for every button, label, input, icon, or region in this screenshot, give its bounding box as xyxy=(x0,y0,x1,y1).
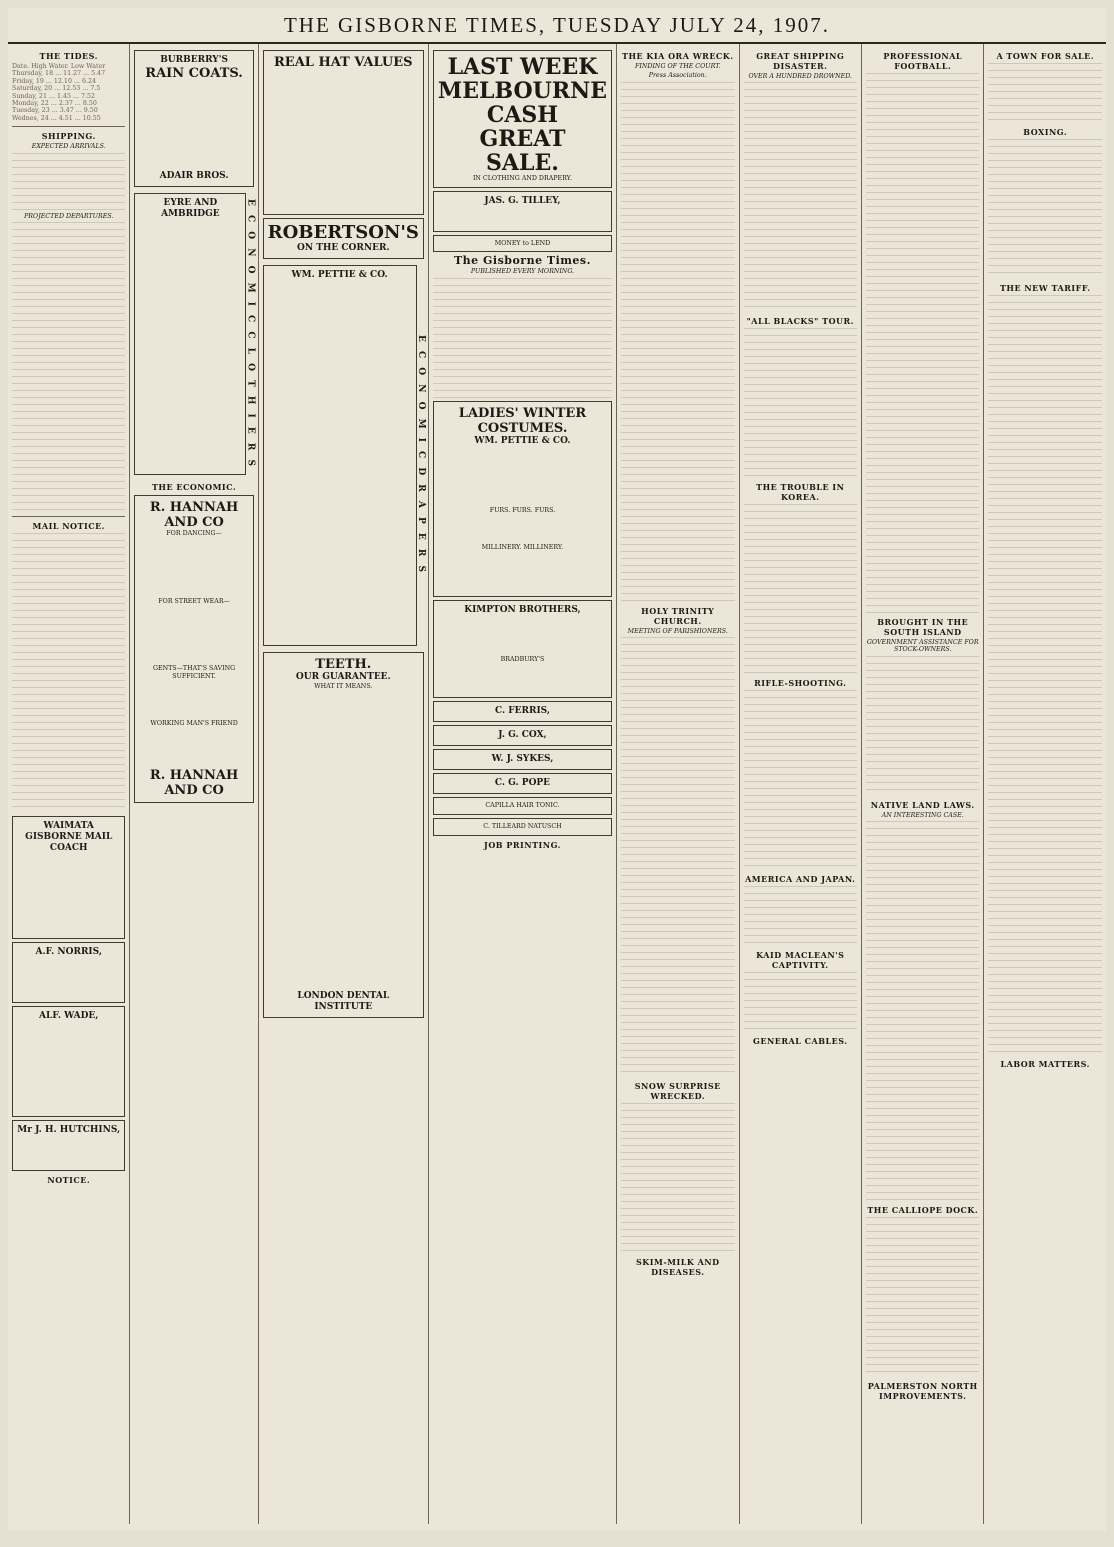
column-7 xyxy=(862,44,984,1524)
hutchins-ad xyxy=(12,1120,125,1171)
interesting-heading: AN INTERESTING CASE. xyxy=(881,811,964,819)
football-heading: PROFESSIONAL FOOTBALL. xyxy=(883,51,963,71)
column-3 xyxy=(259,44,429,1524)
rifle-heading: RIFLE-SHOOTING. xyxy=(754,678,847,689)
economic-heading: THE ECONOMIC. xyxy=(151,482,237,492)
football-text xyxy=(866,73,979,613)
allblacks-heading: "ALL BLACKS" TOUR. xyxy=(746,316,854,327)
mail-notice-text xyxy=(12,533,125,813)
ladies-title: LADIES' WINTER COSTUMES. xyxy=(458,405,587,436)
masthead-title: THE GISBORNE TIMES, TUESDAY JULY 24, 1907. xyxy=(283,13,831,37)
adair-title: ADAIR BROS. xyxy=(159,171,229,181)
hannah-title: R. HANNAH AND CO xyxy=(149,500,239,530)
govt-text xyxy=(866,656,979,796)
cables-heading: GENERAL CABLES. xyxy=(753,1036,848,1047)
eyre-ad xyxy=(134,193,246,475)
column-5 xyxy=(617,44,739,1524)
teeth-ad xyxy=(263,652,424,1018)
guarantee-title: OUR GUARANTEE. xyxy=(295,672,391,682)
native-heading: NATIVE LAND LAWS. xyxy=(870,799,975,810)
norris-ad xyxy=(12,942,125,1003)
sykes-ad xyxy=(433,749,612,770)
native-text xyxy=(866,821,979,1201)
published-line: PUBLISHED EVERY MORNING. xyxy=(470,268,575,276)
street-title: FOR STREET WEAR— xyxy=(158,597,230,605)
snow-text xyxy=(621,1103,734,1253)
kimpton-title: KIMPTON BROTHERS, xyxy=(464,604,581,615)
great-title: GREAT xyxy=(479,126,566,152)
korea-heading: THE TROUBLE IN KOREA. xyxy=(756,482,845,503)
america-text xyxy=(744,886,857,946)
kimpton-ad xyxy=(433,600,612,699)
capilla-ad xyxy=(433,797,612,815)
teeth-title: TEETH. xyxy=(315,657,372,672)
mail-notice-heading: MAIL NOTICE. xyxy=(32,521,105,532)
departures-text xyxy=(12,222,125,512)
projected-departures-heading: PROJECTED DEPARTURES. xyxy=(24,212,114,220)
snow-heading: SNOW SURPRISE WRECKED. xyxy=(634,1081,721,1102)
labor-heading: LABOR MATTERS. xyxy=(1000,1059,1090,1069)
hannah2-title: R. HANNAH AND CO xyxy=(149,767,239,798)
palmerston-heading: PALMERSTON NORTH IMPROVEMENTS. xyxy=(867,1381,978,1402)
kiaora-heading: THE KIA ORA WRECK. xyxy=(622,51,734,61)
skim-milk-heading: SKIM-MILK AND DISEASES. xyxy=(635,1257,720,1278)
dancing-title: FOR DANCING— xyxy=(166,530,222,537)
kaid-text xyxy=(744,972,857,1032)
tides-heading: THE TIDES. xyxy=(39,51,98,61)
column-8 xyxy=(984,44,1105,1524)
boxing-heading: BOXING. xyxy=(1023,127,1068,137)
drowned-heading: OVER A HUNDRED DROWNED. xyxy=(748,73,853,80)
editorial-text xyxy=(433,278,612,398)
kaid-heading: KAID MACLEAN'S CAPTIVITY. xyxy=(756,950,845,971)
dental-institute-title: LONDON DENTAL INSTITUTE xyxy=(297,990,390,1012)
kiaora-text xyxy=(621,82,734,602)
brought-heading: BROUGHT IN THE SOUTH ISLAND xyxy=(877,617,969,637)
america-heading: AMERICA AND JAPAN. xyxy=(745,874,856,885)
bradbury-title: BRADBURY'S xyxy=(500,655,545,663)
job-printing-heading: JOB PRINTING. xyxy=(484,839,561,850)
newspaper-page xyxy=(8,8,1106,1531)
expected-arrivals-heading: EXPECTED ARRIVALS. xyxy=(31,143,106,151)
costumes-ad xyxy=(433,401,612,597)
townforsale-text xyxy=(988,63,1101,123)
tariff-heading: THE NEW TARIFF. xyxy=(999,283,1091,293)
column-1 xyxy=(8,44,130,1524)
eyre-title: EYRE AND AMBRIDGE xyxy=(161,198,220,219)
waimata-coach-ad xyxy=(12,816,125,939)
tillard-title: C. TILLEARD NATUSCH xyxy=(483,822,562,830)
raincoats-title: RAIN COATS. xyxy=(145,66,243,81)
shipping-heading: SHIPPING. xyxy=(41,131,96,142)
hutchins-name: Mr J. H. HUTCHINS, xyxy=(17,1125,121,1136)
pettie-title: WM. PETTIE & CO. xyxy=(291,270,388,280)
millinery-title: MILLINERY. MILLINERY. xyxy=(481,544,564,552)
corner-title: ON THE CORNER. xyxy=(297,243,390,253)
tilley-ad xyxy=(433,191,612,232)
korea-text xyxy=(744,504,857,674)
pettie2-title: WM. PETTIE & CO. xyxy=(474,435,571,446)
wade-name: ALF. WADE, xyxy=(39,1011,99,1022)
arrivals-text xyxy=(12,153,125,213)
govt-heading: GOVERNMENT ASSISTANCE FOR STOCK-OWNERS. xyxy=(866,639,979,654)
cox-title: J. G. COX, xyxy=(498,730,547,741)
column-6 xyxy=(740,44,862,1524)
lastweek-title: LAST WEEK xyxy=(447,54,598,80)
tillard-ad xyxy=(433,818,612,836)
disaster-text xyxy=(744,82,857,312)
boxing-text xyxy=(988,139,1101,279)
pope-title: C. G. POPE xyxy=(494,778,551,789)
tariff-text xyxy=(988,295,1101,1055)
allblacks-text xyxy=(744,328,857,478)
pope-ad xyxy=(433,773,612,794)
robertsons-title: ROBERTSON'S xyxy=(267,222,419,243)
capilla-title: CAPILLA HAIR TONIC. xyxy=(485,802,560,810)
hats-ad xyxy=(263,50,424,215)
holy-trinity-text xyxy=(621,637,734,1077)
norris-name: A.F. NORRIS, xyxy=(35,947,102,958)
sykes-title: W. J. SYKES, xyxy=(491,754,554,765)
column-2 xyxy=(130,44,258,1524)
hats-title: REAL HAT VALUES xyxy=(274,55,413,70)
money-title: MONEY to LEND xyxy=(494,239,551,247)
sale-title: SALE. xyxy=(486,150,559,176)
ferris-title: C. FERRIS, xyxy=(494,706,550,717)
cox-ad xyxy=(433,725,612,746)
press-assoc-1: Press Association. xyxy=(648,72,707,80)
notice-heading: NOTICE. xyxy=(47,1175,91,1186)
burberry-ad xyxy=(134,50,253,187)
furs-title: FURS. FURS. FURS. xyxy=(489,506,556,514)
townforsale-heading: A TOWN FOR SALE. xyxy=(996,51,1095,61)
means-title: WHAT IT MEANS. xyxy=(314,683,373,690)
calliope-heading: THE CALLIOPE DOCK. xyxy=(867,1205,979,1216)
ferris-ad xyxy=(433,701,612,722)
money-ad xyxy=(433,235,612,253)
burberry-title: BURBERRY'S xyxy=(160,55,228,65)
melbourne-title: MELBOURNE xyxy=(437,78,608,104)
clothing-line: IN CLOTHING AND DRAPERY. xyxy=(472,175,572,182)
wade-ad xyxy=(12,1006,125,1117)
gents-title: GENTS—THAT'S SAVING SUFFICIENT. xyxy=(152,665,236,680)
column-4 xyxy=(429,44,617,1524)
waimata-coach-title: WAIMATA GISBORNE MAIL COACH xyxy=(25,821,113,854)
meeting-heading: MEETING OF PARISHIONERS. xyxy=(627,627,728,635)
masthead xyxy=(8,8,1106,44)
gisborne-times-title: The Gisborne Times. xyxy=(454,254,591,268)
robertsons-ad xyxy=(263,218,424,259)
friend-title: WORKING MAN'S FRIEND xyxy=(150,720,238,728)
sale-ad xyxy=(433,50,612,188)
cash-title: CASH xyxy=(486,102,559,128)
economic-vertical: E C O N O M I C C L O T H I E R S xyxy=(245,199,256,469)
disaster-heading: GREAT SHIPPING DISASTER. xyxy=(756,51,845,71)
calliope-text xyxy=(866,1217,979,1377)
pettie-ad xyxy=(263,265,417,646)
tilley-title: JAS. G. TILLEY, xyxy=(484,195,561,206)
hannah-ad xyxy=(134,495,253,803)
finding-heading: FINDING OF THE COURT. xyxy=(635,63,721,70)
tides-table: Date. High Water. Low Water Thursday, 18 ... 11.27 ... 5.47 Friday, 19 ... 12.10 ... 6.24 Saturday, 20 ... 12.53 ... 7.5 Sunday, 21 ... 1.45 ... 7.52 Monday, 22 ... 2.37 ... 8.50 Tuesday, 23 ... 3.47 ... 9.50 Wednes, 24 ... 4.51 ... 10.55 xyxy=(12,63,106,122)
holy-trinity-heading: HOLY TRINITY CHURCH. xyxy=(641,605,715,626)
drapers-vertical: E C O N O M I C D R A P E R S xyxy=(415,335,426,576)
rifle-text xyxy=(744,690,857,870)
